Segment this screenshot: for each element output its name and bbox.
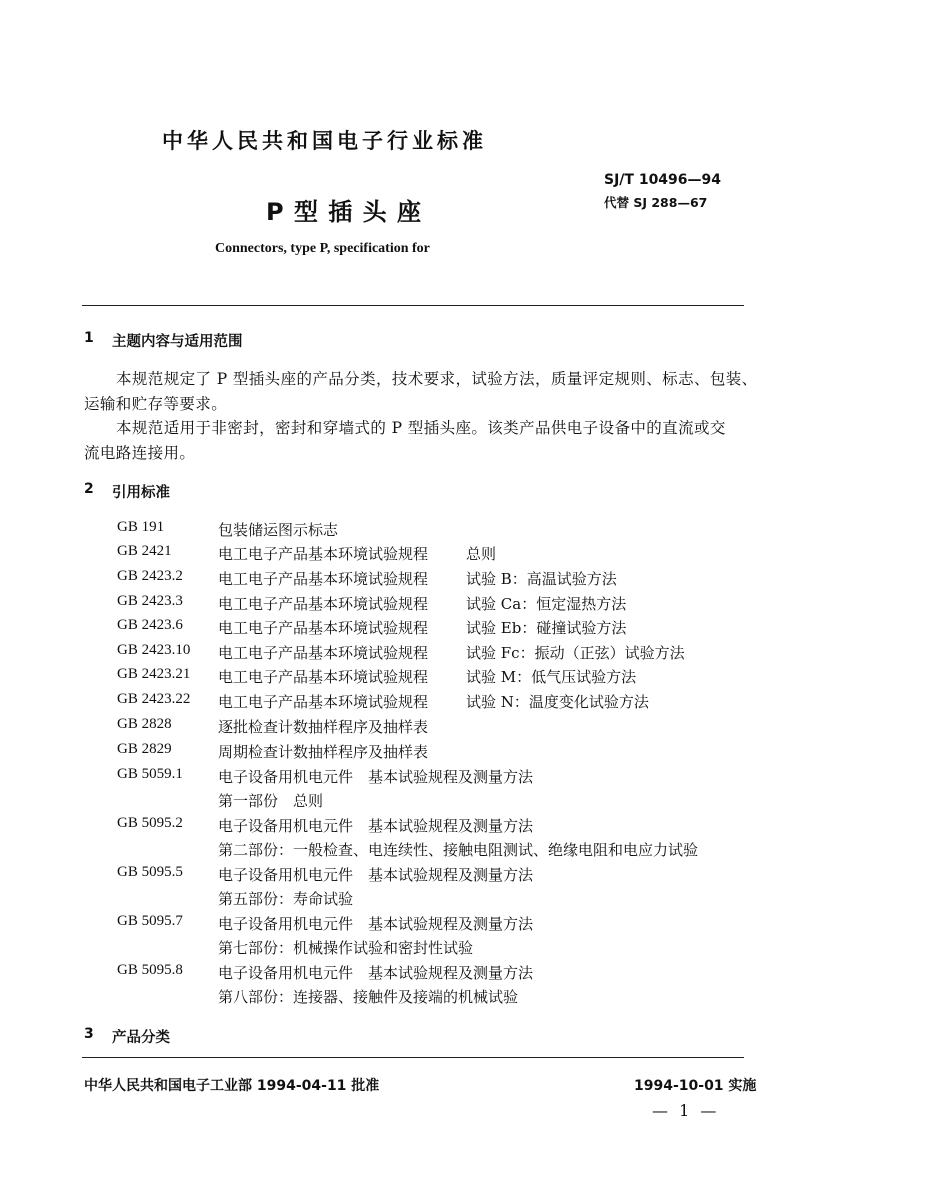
reference-title: 电工电子产品基本环境试验规程 [218, 595, 429, 613]
reference-subtitle: 试验 B：高温试验方法 [466, 570, 617, 588]
reference-title: 电子设备用机电元件 基本试验规程及测量方法 [218, 768, 534, 786]
reference-subtitle: 第五部份：寿命试验 [218, 890, 354, 908]
section-1-paragraph-1-line-2: 运输和贮存等要求。 [84, 395, 228, 413]
header-divider [82, 305, 744, 306]
reference-subtitle: 第一部份 总则 [218, 792, 324, 810]
reference-title: 电工电子产品基本环境试验规程 [218, 570, 429, 588]
document-number: SJ/T 10496—94 [604, 172, 722, 188]
reference-title: 逐批检查计数抽样程序及抽样表 [218, 718, 429, 736]
approval-statement: 中华人民共和国电子工业部 1994-04-11 批准 [84, 1078, 380, 1094]
reference-title: 电子设备用机电元件 基本试验规程及测量方法 [218, 964, 534, 982]
reference-subtitle: 第八部份：连接器、接触件及接端的机械试验 [218, 988, 519, 1006]
reference-subtitle: 试验 Eb：碰撞试验方法 [466, 619, 627, 637]
reference-code: GB 5095.8 [117, 962, 183, 978]
section-1-paragraph-2-line-1: 本规范适用于非密封，密封和穿墙式的 P 型插头座。该类产品供电子设备中的直流或交 [116, 419, 726, 437]
document-title: P 型 插 头 座 [266, 198, 423, 226]
english-title: Connectors, type P, specification for [215, 241, 430, 256]
reference-subtitle: 总则 [466, 545, 497, 563]
reference-code: GB 2423.3 [117, 593, 183, 609]
reference-code: GB 2423.10 [117, 642, 191, 658]
reference-code: GB 2421 [117, 543, 172, 559]
reference-code: GB 2828 [117, 716, 172, 732]
section-1-heading: 主题内容与适用范围 [112, 334, 243, 350]
reference-title: 电工电子产品基本环境试验规程 [218, 644, 429, 662]
reference-title: 电工电子产品基本环境试验规程 [218, 668, 429, 686]
reference-code: GB 2423.21 [117, 666, 191, 682]
effective-date: 1994-10-01 实施 [634, 1078, 757, 1094]
reference-subtitle: 第二部份：一般检查、电连续性、接触电阻测试、绝缘电阻和电应力试验 [218, 841, 699, 859]
standard-organization-title: 中华人民共和国电子行业标准 [162, 129, 487, 153]
reference-title: 电工电子产品基本环境试验规程 [218, 619, 429, 637]
reference-code: GB 5095.2 [117, 815, 183, 831]
reference-code: GB 2423.22 [117, 691, 191, 707]
reference-code: GB 2423.2 [117, 568, 183, 584]
reference-code: GB 2829 [117, 741, 172, 757]
reference-title: 电工电子产品基本环境试验规程 [218, 693, 429, 711]
reference-code: GB 5059.1 [117, 766, 183, 782]
reference-subtitle: 试验 N：温度变化试验方法 [466, 693, 649, 711]
reference-subtitle: 第七部份：机械操作试验和密封性试验 [218, 939, 474, 957]
reference-title: 包装储运图示标志 [218, 521, 339, 539]
reference-subtitle: 试验 Ca：恒定湿热方法 [466, 595, 627, 613]
section-3-heading: 产品分类 [112, 1030, 170, 1046]
replaces-standard: 代替 SJ 288—67 [604, 195, 708, 210]
reference-title: 电子设备用机电元件 基本试验规程及测量方法 [218, 866, 534, 884]
reference-code: GB 5095.5 [117, 864, 183, 880]
section-1-number: 1 [84, 330, 94, 346]
footer-divider [82, 1057, 744, 1058]
section-1-paragraph-2-line-2: 流电路连接用。 [84, 444, 196, 462]
reference-title: 周期检查计数抽样程序及抽样表 [218, 743, 429, 761]
reference-title: 电工电子产品基本环境试验规程 [218, 545, 429, 563]
section-2-number: 2 [84, 481, 94, 497]
section-3-number: 3 [84, 1026, 94, 1042]
reference-title: 电子设备用机电元件 基本试验规程及测量方法 [218, 915, 534, 933]
reference-code: GB 2423.6 [117, 617, 183, 633]
section-1-paragraph-1-line-1: 本规范规定了 P 型插头座的产品分类，技术要求，试验方法，质量评定规则、标志、包装、 [116, 370, 758, 388]
reference-code: GB 191 [117, 519, 165, 535]
reference-code: GB 5095.7 [117, 913, 183, 929]
page-number: — 1 — [652, 1101, 720, 1120]
reference-title: 电子设备用机电元件 基本试验规程及测量方法 [218, 817, 534, 835]
section-2-heading: 引用标准 [112, 485, 170, 501]
reference-subtitle: 试验 Fc：振动（正弦）试验方法 [466, 644, 685, 662]
reference-subtitle: 试验 M：低气压试验方法 [466, 668, 637, 686]
